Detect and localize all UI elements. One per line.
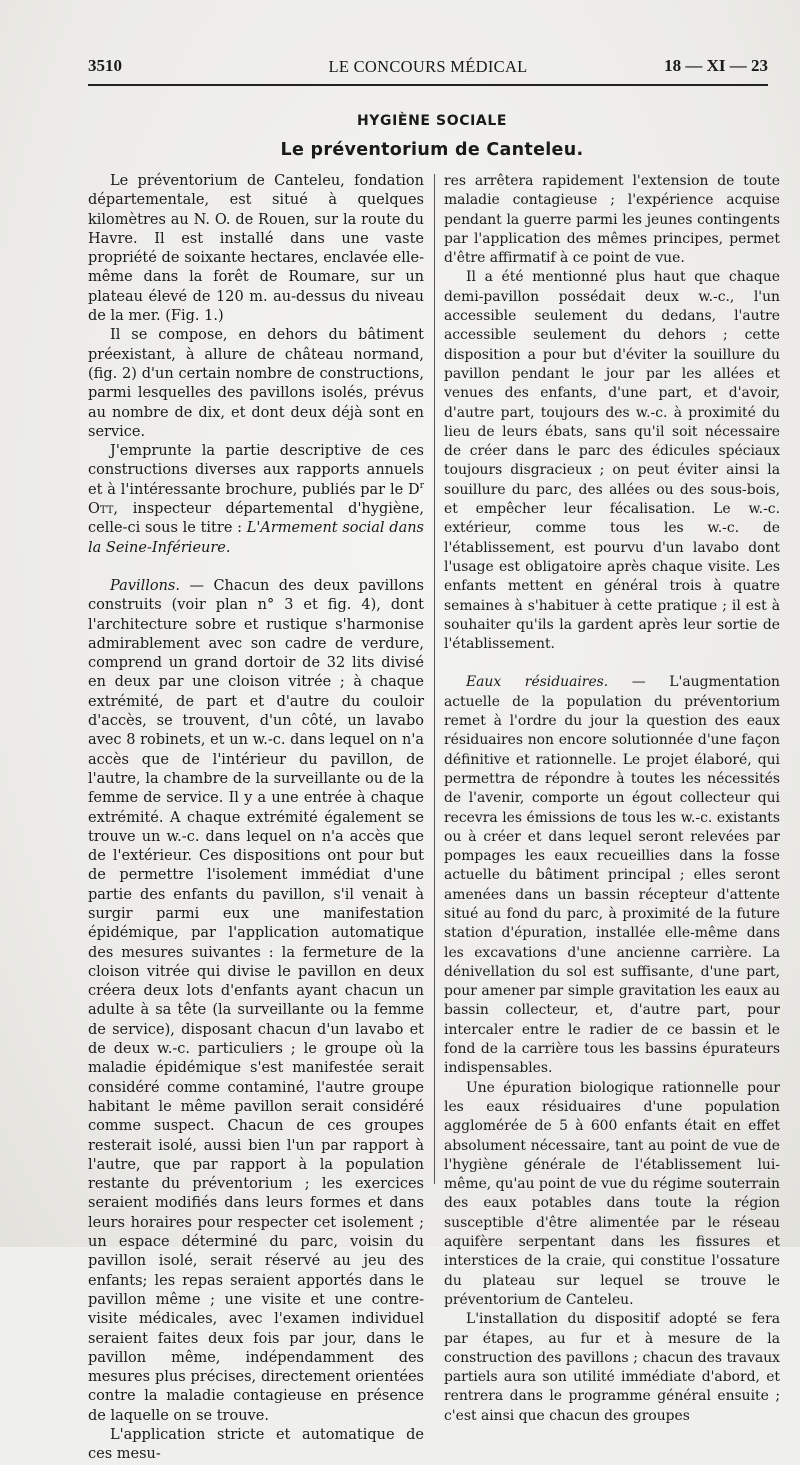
journal-title: LE CONCOURS MÉDICAL: [328, 57, 528, 76]
paragraph: [88, 577, 424, 1426]
paragraph: L'application stricte et automatique de ces mesu-: [88, 1427, 424, 1463]
paragraph: Il se compose, en dehors du bâtiment préexistant, à allure de château normand, (fig. 2) d'un certain nombre de constructions, parmi lesquelles des pavillons isolés, prévus au nombre de dix, et dont deux déjà sont en service.: [88, 327, 424, 440]
paragraph: Une épuration biologique rationnelle pour les eaux résiduaires d'une population agglomérée de 5 à 600 enfants était en effet absolument nécessaire, tant au point de vue de l'hygiène générale de l'établissement lui-même, qu'au point de vue du régime souterrain des eaux potables dans toute la région susceptible d'être alimentée par le réseau aquifère serpentant dans les fissures et interstices de la craie, qui constitue l'ossature du plateau sur lequel se trouve le préventorium de Canteleu.: [444, 1079, 780, 1308]
article-title: Le préventorium de Canteleu.: [280, 140, 584, 160]
paragraph: res arrêtera rapidement l'extension de toute maladie contagieuse ; l'expérience acquise pendant la guerre parmi les jeunes contingents par l'application des mêmes principes, permet d'être affirmatif à ce point de vue.: [444, 173, 780, 267]
column-rule: [434, 174, 435, 1184]
paragraph-text: J'emprunte la partie descriptive de ces constructions diverses aux rapports annuels et à l'intéressante brochure, publiés par le D: [88, 443, 424, 498]
header-rule: [88, 84, 768, 86]
running-head: [88, 56, 768, 82]
page-number: 3510: [88, 56, 122, 75]
section-title: HYGIÈNE SOCIALE: [356, 113, 508, 129]
paragraph-text: — L'augmentation actuelle de la population du préventorium remet à l'ordre du jour la question des eaux résiduaires non encore solutionnée d'une façon définitive et rationnelle. Le projet élaboré, qui permettra de répondre à toutes les nécessités de l'avenir, comporte un égout collecteur qui recevra les émissions de tous les w.-c. existants ou à créer et dans lequel seront relevées par pompages les eaux recueillies dans la fosse actuelle du bâtiment principal ; elles seront amenées dans un bassin récepteur d'attente situé au fond du parc, à proximité de la future station d'épuration, installée elle-même dans les excavations d'une ancienne carrière. La dénivellation du sol est suffisante, d'une part, pour amener par simple gravitation les eaux au bassin collecteur, et, d'autre part, pour intercaler entre le radier de ce bassin et le fond de la carrière tous les bassins épurateurs indispensables.: [444, 674, 780, 1077]
run-in-heading: Pavillons.: [110, 577, 180, 594]
paragraph: Le préventorium de Canteleu, fondation départementale, est situé à quelques kilomètres au N. O. de Rouen, sur la route du Havre. Il est installé dans une vaste propriété de soixante hectares, enclavée elle-même dans la forêt de Roumare, sur un plateau élevé de 120 m. au-dessus du niveau de la mer. (Fig. 1.): [88, 173, 424, 325]
brochure-title: L'Armement social dans la Seine-Inférieure.: [88, 520, 425, 556]
paragraph: Il a été mentionné plus haut que chaque demi-pavillon possédait deux w.-c., l'un accessible seulement du dedans, l'autre accessible seulement du dehors ; cette disposition a pour but d'éviter la souillure du pavillon pendant le jour par les allées et venues des enfants, d'une part, et d'avoir, d'autre part, toujours des w.-c. à proximité du lieu de leurs ébats, sans qu'il soit nécessaire de créer dans le parc des édicules spéciaux toujours disgracieux ; on peut éviter ainsi la souillure du parc, des allées ou des sous-bois, et empêcher leur fécalisation. Le w.-c. extérieur, comme tous les w.-c. de l'établissement, est pourvu d'un lavabo dont l'usage est obligatoire après chaque visite. Les enfants mettent en général trois à quatre semaines à s'habituer à cette pratique ; il est à souhaiter qu'ils la gardent après leur sortie de l'établissement.: [444, 269, 780, 653]
paragraph-text: , inspecteur départemental d'hygiène, celle-ci sous le titre :: [88, 501, 424, 537]
run-in-heading: Eaux résiduaires.: [466, 674, 609, 691]
left-column: [88, 172, 424, 1465]
author-name: Ott: [88, 501, 114, 518]
paragraph: [444, 673, 780, 1078]
paragraph-gap: [444, 654, 780, 673]
paragraph: [88, 442, 424, 558]
superscript: r: [419, 480, 424, 491]
paragraph: L'installation du dispositif adopté se fera par étapes, au fur et à mesure de la construction des pavillons ; chacun des travaux partiels aura son utilité immédiate d'abord, et rentrera dans le programme général ensuite ; c'est ainsi que chacun des groupes: [444, 1311, 780, 1424]
issue-date: 18 — XI — 23: [664, 56, 768, 75]
paragraph-text: — Chacun des deux pavillons construits (voir plan n° 3 et fig. 4), dont l'architecture sobre et rustique s'harmonise admirablement avec son cadre de verdure, comprend un grand dortoir de 32 lits divisé en deux par une cloison vitrée ; à chaque extrémité, de part et d'autre du couloir d'accès, se trouvent, d'un côté, un lavabo avec 8 robinets, et un w.-c. dans lequel on n'a accès que de l'intérieur du pavillon, de l'autre, la chambre de la surveillante ou de la femme de service. Il y a une entrée à chaque extrémité. A chaque extrémité également se trouve un w.-c. dans lequel on n'a accès que de l'extérieur. Ces dispositions ont pour but de permettre l'isolement immédiat d'une partie des enfants du pavillon, s'il venait à surgir parmi eux une manifestation épidémique, par l'application automatique des mesures suivantes : la fermeture de la cloison vitrée qui divise le pavillon en deux créera deux lots d'enfants ayant chacun un adulte à sa tête (la surveillante ou la femme de service), disposant chacun d'un lavabo et de deux w.-c. particuliers ; le groupe où la maladie épidémique s'est manifestée serait considéré comme contaminé, l'autre groupe habitant le même pavillon serait considéré comme suspect. Chacun de ces groupes resterait isolé, aussi bien l'un par rapport à l'autre, que par rapport à la population restante du préventorium ; les exercices seraient modifiés dans leurs formes et dans leurs horaires pour respecter cet isolement ; un espace déterminé du parc, voisin du pavillon isolé, serait réservé au jeu des enfants; les repas seraient apportés dans le pavillon même ; une visite et une contre-visite médicales, avec l'examen individuel seraient faites deux fois par jour, dans le pavillon même, indépendamment des mesures plus précises, directement orientées contre la maladie contagieuse en présence de laquelle on se trouve.: [88, 577, 424, 1424]
right-column: [444, 172, 780, 1426]
paragraph-gap: [88, 558, 424, 577]
